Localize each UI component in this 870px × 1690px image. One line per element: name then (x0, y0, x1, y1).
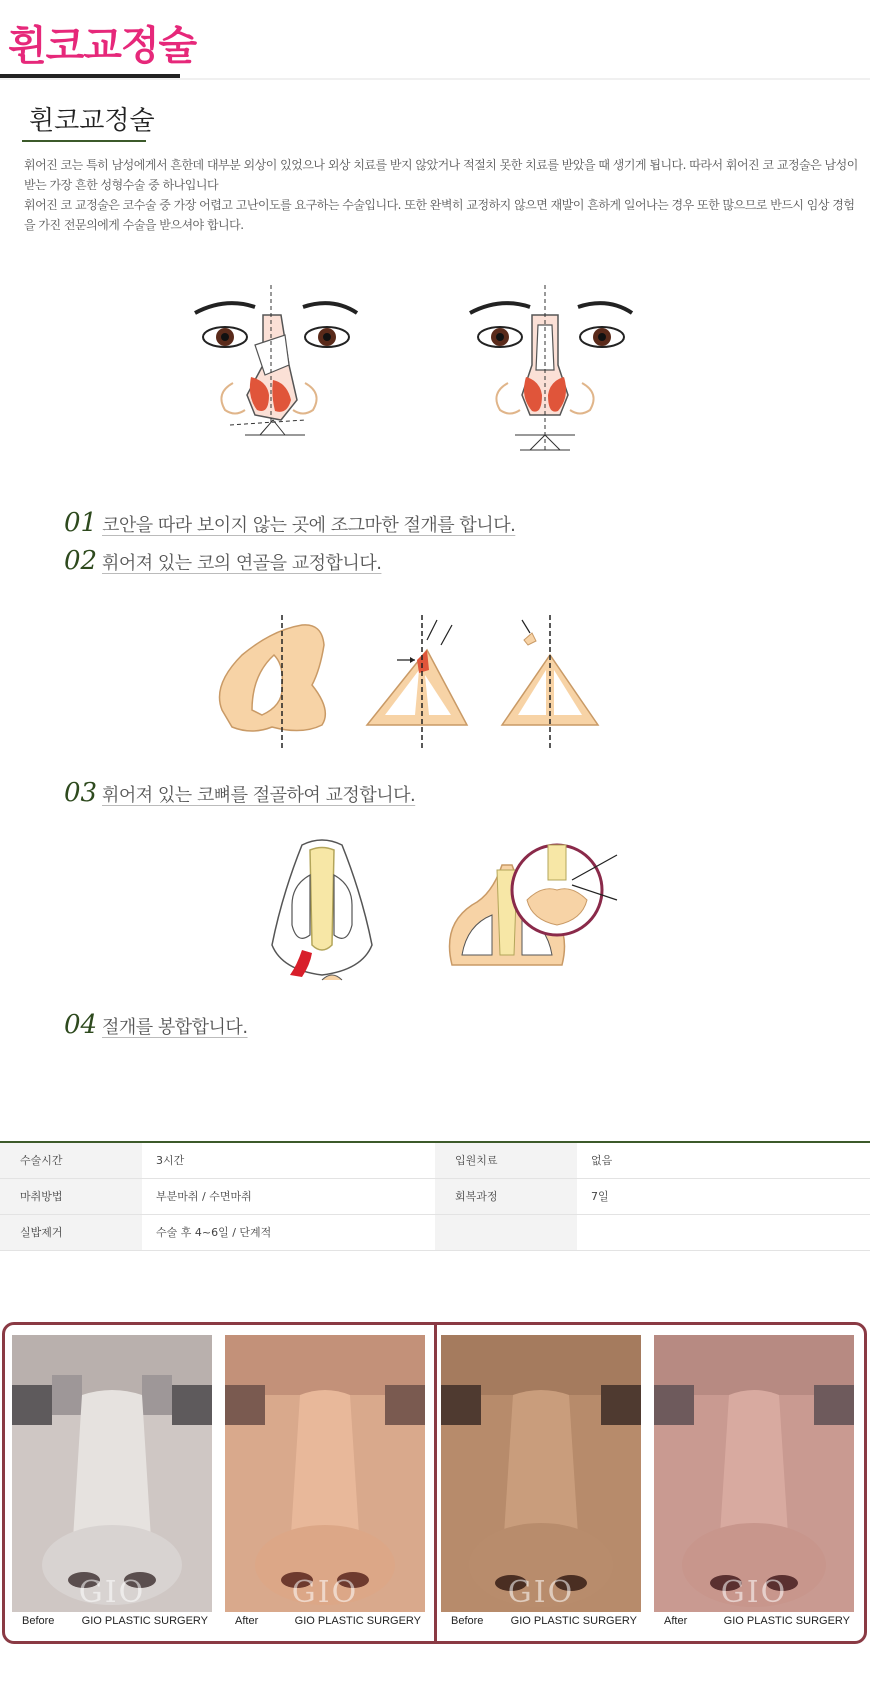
table-row (0, 1214, 870, 1250)
photo-before-1[interactable] (12, 1335, 212, 1630)
step-text: 코안을 따라 보이지 않는 곳에 조그마한 절개를 합니다. (102, 515, 516, 536)
photo-caption (654, 1612, 854, 1630)
step-4 (64, 1010, 248, 1040)
value-recovery: 7일 (577, 1178, 870, 1214)
face-crooked (195, 285, 357, 435)
label-hospitalization: 입원치료 (435, 1142, 577, 1178)
step-text: 휘어져 있는 코의 연골을 교정합니다. (102, 553, 382, 574)
intro-paragraph-1: 휘어진 코는 특히 남성에게서 흔한데 대부분 외상이 있었으나 외상 치료를 받지 않았거나 적절치 못한 치료를 받았을 때 생기게 됩니다. 따라서 휘어진 코 교정술은 남성이 받는 가장 흔한 성형수술 중 하나입니다 (24, 158, 858, 192)
label-suture-removal: 실밥제거 (0, 1214, 142, 1250)
label-surgery-time: 수술시간 (0, 1142, 142, 1178)
photo-brand: GIO PLASTIC SURGERY (723, 1615, 850, 1627)
nasal-bone-section (450, 845, 618, 965)
cartilage-diagram (212, 615, 632, 750)
step-3 (64, 778, 415, 808)
section-underline (22, 140, 146, 142)
osteotomy-diagram (262, 835, 642, 995)
section-title: 휜코교정술 (29, 106, 155, 136)
step-number: 03 (64, 778, 98, 808)
page-title: 휜코교정술 (8, 23, 197, 69)
watermark-logo: GIO (507, 1575, 575, 1610)
photo-before-2[interactable] (441, 1335, 641, 1630)
cartilage-cut (367, 615, 467, 750)
empty-label-cell (435, 1214, 577, 1250)
value-hospitalization: 없음 (577, 1142, 870, 1178)
table-row (0, 1142, 870, 1178)
photo-brand: GIO PLASTIC SURGERY (81, 1615, 208, 1627)
photo-brand: GIO PLASTIC SURGERY (510, 1615, 637, 1627)
photo-caption (12, 1612, 212, 1630)
photo-brand: GIO PLASTIC SURGERY (294, 1615, 421, 1627)
step-text: 절개를 봉합합니다. (102, 1017, 248, 1038)
step-2 (64, 546, 381, 576)
page-header (0, 0, 870, 80)
step-number: 01 (64, 508, 98, 538)
photo-after-1[interactable] (225, 1335, 425, 1630)
photo-label: After (664, 1615, 688, 1627)
value-anesthesia: 부분마취 / 수면마취 (142, 1178, 435, 1214)
step-number: 02 (64, 546, 98, 576)
label-recovery: 회복과정 (435, 1178, 577, 1214)
page-title-underline (0, 74, 180, 78)
intro-text (24, 155, 864, 235)
nasal-bone-front (272, 840, 372, 980)
watermark-logo: GIO (720, 1575, 788, 1610)
table-row (0, 1178, 870, 1214)
step-1 (64, 508, 515, 538)
watermark-logo: GIO (291, 1575, 359, 1610)
value-surgery-time: 3시간 (142, 1142, 435, 1178)
step-number: 04 (64, 1010, 98, 1040)
photo-after-2[interactable] (654, 1335, 854, 1630)
face-corrected (470, 285, 632, 450)
value-suture-removal: 수술 후 4~6일 / 단계적 (142, 1214, 435, 1250)
photo-caption (225, 1612, 425, 1630)
empty-value-cell (577, 1214, 870, 1250)
cartilage-crooked (220, 615, 326, 750)
before-after-divider (434, 1322, 437, 1644)
photo-label: After (235, 1615, 259, 1627)
surgery-info-table (0, 1141, 870, 1251)
step-text: 휘어져 있는 코뼈를 절골하여 교정합니다. (102, 785, 416, 806)
watermark-logo: GIO (78, 1575, 146, 1610)
photo-label: Before (451, 1615, 484, 1627)
intro-paragraph-2: 휘어진 코 교정술은 코수술 중 가장 어렵고 고난이도를 요구하는 수술입니다. 또한 완벽히 교정하지 않으면 재발이 흔하게 일어나는 경우 또한 많으므로 반드시 임상 경험을 가진 전문의에게 수술을 받으셔야 합니다. (24, 198, 855, 232)
label-anesthesia: 마취방법 (0, 1178, 142, 1214)
cartilage-corrected (502, 615, 598, 750)
photo-caption (441, 1612, 641, 1630)
face-diagram-before-after (185, 285, 655, 480)
photo-label: Before (22, 1615, 55, 1627)
